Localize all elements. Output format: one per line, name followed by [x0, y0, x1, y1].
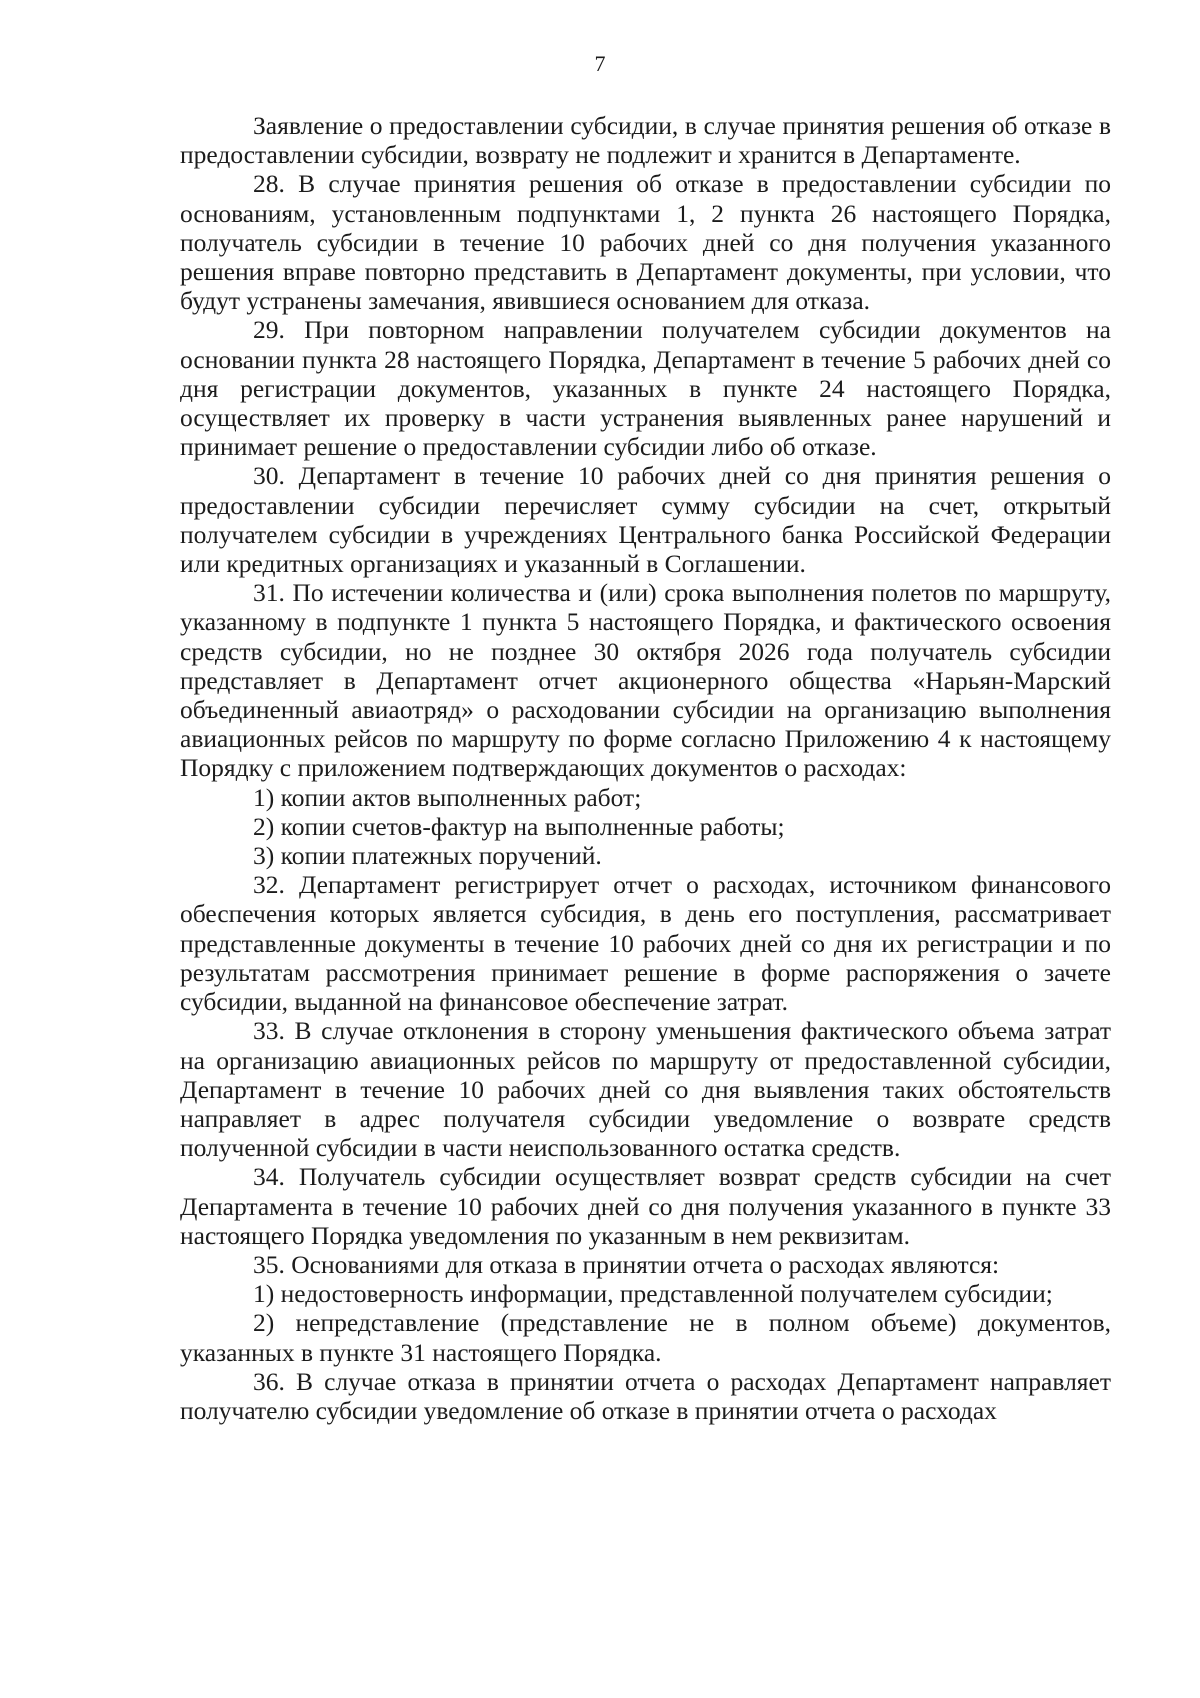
- list-item-31-2: 2) копии счетов-фактур на выполненные работы;: [253, 811, 785, 841]
- paragraph-36: 36. В случае отказа в принятии отчета о расходах Департамент направляет получателю субсидии уведомление об отказе в принятии отчета о расходах: [180, 1366, 1111, 1425]
- paragraph-application-not-returned: Заявление о предоставлении субсидии, в случае принятия решения об отказе в предоставлении субсидии, возврату не подлежит и хранится в Департаменте.: [180, 111, 1111, 170]
- list-item-31-3: 3) копии платежных поручений.: [253, 841, 602, 871]
- page-number: 7: [594, 51, 606, 76]
- list-item-35-1: 1) недостоверность информации, представленной получателем субсидии;: [253, 1279, 1053, 1309]
- paragraph-31: 31. По истечении количества и (или) срока выполнения полетов по маршруту, указанному в подпункте 1 пункта 5 настоящего Порядка, и фактического освоения средств субсидии, но не позднее 30 октября 2026 года получатель субсидии представляет в Департамент отчет акционерного общества «Нарьян-Марский объединенный авиаотряд» о расходовании субсидии на организацию выполнения авиационных рейсов по маршруту по форме согласно Приложению 4 к настоящему Порядку с приложением подтверждающих документов о расходах:: [180, 578, 1111, 783]
- list-item-31-1: 1) копии актов выполненных работ;: [253, 782, 642, 812]
- paragraph-34: 34. Получатель субсидии осуществляет возврат средств субсидии на счет Департамента в течение 10 рабочих дней со дня получения указанного в пункте 33 настоящего Порядка уведомления по указанным в нем реквизитам.: [180, 1162, 1111, 1250]
- paragraph-33: 33. В случае отклонения в сторону уменьшения фактического объема затрат на организацию авиационных рейсов по маршруту от предоставленной субсидии, Департамент в течение 10 рабочих дней со дня выявления таких обстоятельств направляет в адрес получателя субсидии уведомление о возврате средств полученной субсидии в части неиспользованного остатка средств.: [180, 1016, 1111, 1163]
- paragraph-32: 32. Департамент регистрирует отчет о расходах, источником финансового обеспечения которых является субсидия, в день его поступления, рассматривает представленные документы в течение 10 рабочих дней со дня их регистрации и по результатам рассмотрения принимает решение в форме распоряжения о зачете субсидии, выданной на финансовое обеспечение затрат.: [180, 870, 1111, 1017]
- paragraph-29: 29. При повторном направлении получателем субсидии документов на основании пункта 28 настоящего Порядка, Департамент в течение 5 рабочих дней со дня регистрации документов, указанных в пункте 24 настоящего Порядка, осуществляет их проверку в части устранения выявленных ранее нарушений и принимает решение о предоставлении субсидии либо об отказе.: [180, 315, 1111, 462]
- paragraph-35: 35. Основаниями для отказа в принятии отчета о расходах являются:: [253, 1249, 1000, 1279]
- paragraph-28: 28. В случае принятия решения об отказе в предоставлении субсидии по основаниям, установленным подпунктами 1, 2 пункта 26 настоящего Порядка, получатель субсидии в течение 10 рабочих дней со дня получения указанного решения вправе повторно представить в Департамент документы, при условии, что будут устранены замечания, явившиеся основанием для отказа.: [180, 169, 1111, 316]
- document-body: [180, 111, 1111, 1425]
- paragraph-30: 30. Департамент в течение 10 рабочих дней со дня принятия решения о предоставлении субсидии перечисляет сумму субсидии на счет, открытый получателем субсидии в учреждениях Центрального банка Российской Федерации или кредитных организациях и указанный в Соглашении.: [180, 461, 1111, 579]
- list-item-35-2: 2) непредставление (представление не в полном объеме) документов, указанных в пункте 31 настоящего Порядка.: [180, 1308, 1111, 1367]
